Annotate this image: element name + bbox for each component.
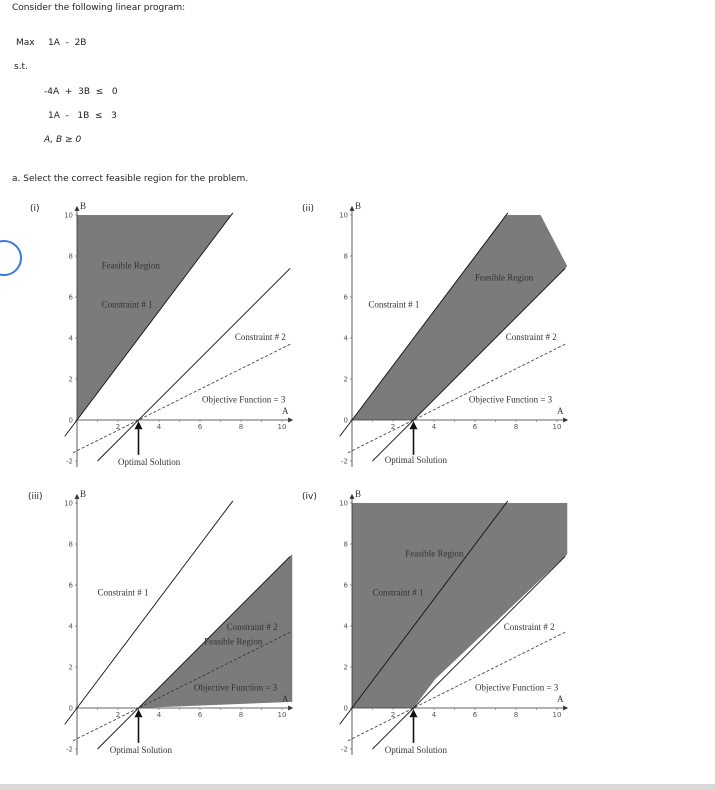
y-tick-label: 6 bbox=[343, 293, 348, 302]
y-tick-label: 4 bbox=[343, 334, 348, 343]
question-text: a. Select the correct feasible region for the problem. bbox=[12, 174, 249, 184]
chart-option-ii[interactable] bbox=[330, 200, 575, 480]
x-tick-label: 6 bbox=[472, 423, 478, 431]
optimal-solution-label: Optimal Solution bbox=[109, 745, 173, 756]
x-tick-label: 4 bbox=[431, 423, 437, 431]
constraint-2-text: 1A - 1B ≤ 3 bbox=[48, 111, 117, 121]
x-axis-arrow bbox=[563, 418, 568, 423]
objective-label: Objective Function = 3 bbox=[468, 394, 553, 405]
y-tick-label: 4 bbox=[343, 622, 348, 631]
y-tick-label: 6 bbox=[343, 581, 348, 590]
option-iv-label[interactable]: (iv) bbox=[302, 492, 317, 502]
y-tick-label: 2 bbox=[68, 663, 73, 672]
constraint-2-label: Constraint # 2 bbox=[503, 622, 555, 633]
y-tick-label: 10 bbox=[64, 211, 73, 220]
chart-option-iii[interactable] bbox=[55, 488, 300, 768]
option-i-label[interactable]: (i) bbox=[30, 204, 40, 214]
x-tick-label: 2 bbox=[115, 423, 121, 431]
x-tick-label: 4 bbox=[156, 711, 162, 719]
y-tick-label: 8 bbox=[343, 540, 348, 549]
constraint-2-label: Constraint # 2 bbox=[505, 332, 557, 343]
y-tick-label: 8 bbox=[68, 252, 73, 261]
x-axis-arrow bbox=[288, 418, 293, 423]
y-tick-label: 2 bbox=[343, 663, 348, 672]
option-ii-label[interactable]: (ii) bbox=[302, 204, 315, 214]
x-axis-label: A bbox=[557, 406, 564, 416]
x-tick-label: 10 bbox=[277, 711, 287, 719]
feasible-region-label: Feasible Region bbox=[101, 260, 160, 271]
y-tick-label: 4 bbox=[68, 334, 73, 343]
constraint-2-label: Constraint # 2 bbox=[226, 622, 278, 633]
y-tick-label: 8 bbox=[343, 252, 348, 261]
x-tick-label: 6 bbox=[472, 711, 478, 719]
x-tick-label: 6 bbox=[197, 423, 203, 431]
x-axis-label: A bbox=[282, 406, 289, 416]
optimal-solution-label: Optimal Solution bbox=[384, 455, 448, 466]
x-tick-label: 10 bbox=[552, 423, 562, 431]
y-tick-label: -2 bbox=[341, 745, 348, 754]
feasible-region-shading bbox=[352, 503, 567, 708]
constraint-1-label: Constraint # 1 bbox=[101, 299, 153, 310]
x-tick-label: 8 bbox=[513, 711, 519, 719]
chart-option-iv[interactable] bbox=[330, 488, 575, 768]
feasible-region-label: Feasible Region bbox=[475, 272, 534, 283]
radio-option-i[interactable] bbox=[0, 240, 22, 276]
objective-label: Objective Function = 3 bbox=[193, 682, 278, 693]
x-tick-label: 10 bbox=[277, 423, 287, 431]
x-tick-label: 2 bbox=[115, 711, 121, 719]
y-tick-label: 0 bbox=[68, 704, 73, 713]
y-tick-label: 6 bbox=[68, 293, 73, 302]
y-axis-label: B bbox=[80, 200, 87, 211]
y-axis-arrow bbox=[75, 206, 80, 211]
optimal-solution-label: Optimal Solution bbox=[384, 745, 448, 756]
y-axis-label: B bbox=[355, 488, 362, 499]
y-axis-label: B bbox=[355, 200, 362, 211]
optimal-solution-label: Optimal Solution bbox=[118, 457, 181, 468]
x-tick-label: 8 bbox=[238, 423, 244, 431]
x-tick-label: 4 bbox=[156, 423, 162, 431]
x-tick-label: 10 bbox=[552, 711, 562, 719]
x-tick-label: 4 bbox=[431, 711, 437, 719]
x-tick-label: 6 bbox=[197, 711, 203, 719]
constraint-1-text: -4A + 3B ≤ 0 bbox=[44, 87, 118, 97]
constraint-2-label: Constraint # 2 bbox=[234, 332, 286, 343]
y-tick-label: -2 bbox=[66, 745, 73, 754]
x-axis-arrow bbox=[563, 706, 568, 711]
y-axis-arrow bbox=[75, 494, 80, 499]
constraint-1-label: Constraint # 1 bbox=[368, 299, 420, 310]
objective-label: Max bbox=[16, 38, 35, 48]
y-axis-arrow bbox=[350, 494, 355, 499]
x-tick-label: 2 bbox=[390, 711, 396, 719]
y-tick-label: 10 bbox=[339, 499, 348, 508]
x-axis-label: A bbox=[282, 694, 289, 704]
feasible-region-chart bbox=[55, 200, 300, 480]
objective-label: Objective Function = 3 bbox=[202, 394, 286, 405]
x-tick-label: 2 bbox=[390, 423, 396, 431]
y-tick-label: 0 bbox=[68, 416, 73, 425]
constraint-1-label: Constraint # 1 bbox=[97, 587, 149, 598]
feasible-region-chart bbox=[330, 200, 575, 480]
nonneg-text: A, B ≥ 0 bbox=[44, 135, 82, 145]
y-tick-label: 4 bbox=[68, 622, 73, 631]
feasible-region-chart bbox=[330, 488, 575, 768]
objective-expr: 1A - 2B bbox=[48, 38, 87, 48]
feasible-region-shading bbox=[352, 215, 567, 420]
y-axis-label: B bbox=[80, 488, 87, 499]
intro-text: Consider the following linear program: bbox=[12, 3, 186, 13]
y-tick-label: 6 bbox=[68, 581, 73, 590]
y-tick-label: 0 bbox=[343, 416, 348, 425]
y-tick-label: 10 bbox=[64, 499, 73, 508]
feasible-region-label: Feasible Region bbox=[405, 548, 464, 559]
y-tick-label: 2 bbox=[343, 375, 348, 384]
y-axis-arrow bbox=[350, 206, 355, 211]
y-tick-label: -2 bbox=[66, 457, 73, 466]
objective-label: Objective Function = 3 bbox=[475, 682, 559, 693]
x-axis-label: A bbox=[557, 694, 564, 704]
feasible-region-chart bbox=[55, 488, 300, 768]
st-label: s.t. bbox=[14, 62, 28, 72]
y-tick-label: 8 bbox=[68, 540, 73, 549]
x-axis-arrow bbox=[288, 706, 293, 711]
bottom-divider bbox=[0, 784, 715, 790]
y-tick-label: 0 bbox=[343, 704, 348, 713]
x-tick-label: 8 bbox=[513, 423, 519, 431]
option-iii-label[interactable]: (iii) bbox=[28, 492, 43, 502]
y-tick-label: -2 bbox=[341, 457, 348, 466]
y-tick-label: 10 bbox=[339, 211, 348, 220]
constraint-1-label: Constraint # 1 bbox=[372, 587, 424, 598]
y-tick-label: 2 bbox=[68, 375, 73, 384]
chart-option-i[interactable] bbox=[55, 200, 300, 480]
x-tick-label: 8 bbox=[238, 711, 244, 719]
feasible-region-label: Feasible Region bbox=[204, 636, 263, 647]
